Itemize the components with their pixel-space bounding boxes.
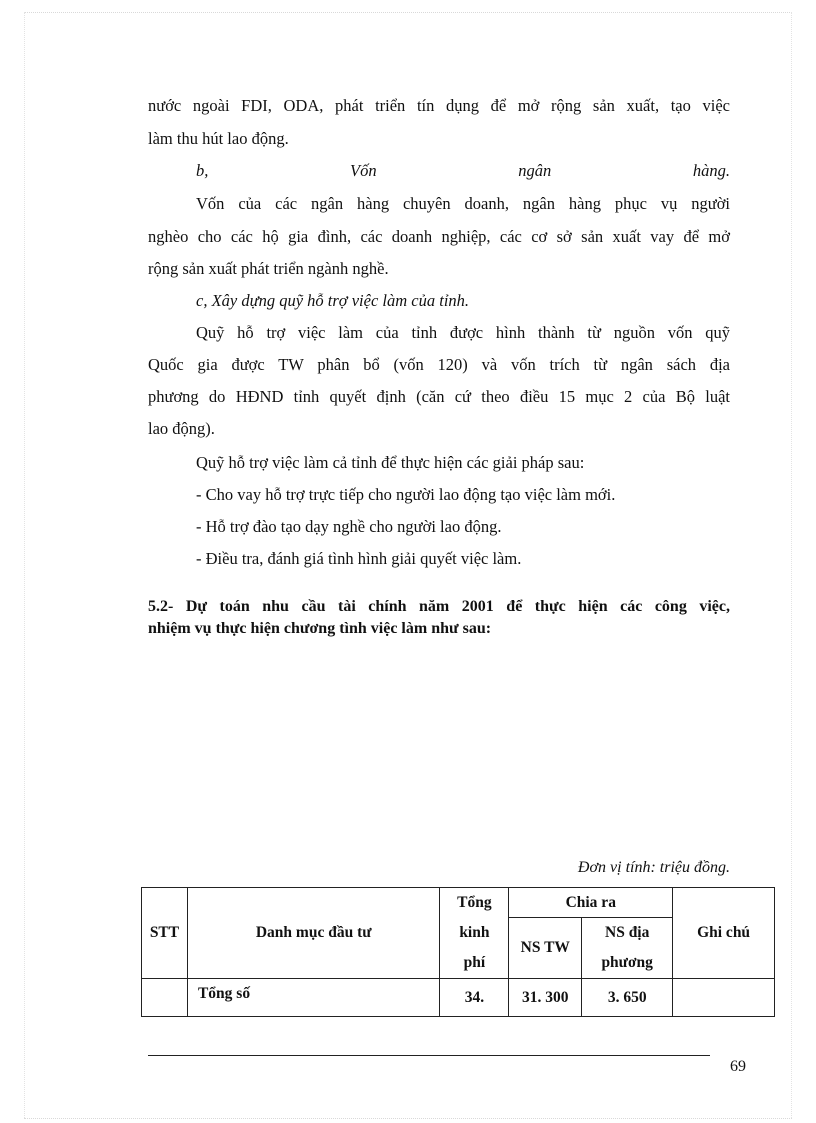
header-stt: STT	[142, 888, 188, 979]
bullet-2: - Hỗ trợ đào tạo dạy nghề cho người lao động.	[196, 517, 502, 536]
page-border-right	[791, 12, 792, 1118]
header-total	[440, 888, 509, 979]
subheading-b-word-1: b,	[196, 161, 209, 180]
header-total-line-2: kinh	[459, 924, 490, 941]
bullet-3: - Điều tra, đánh giá tình hình giải quyết việc làm.	[196, 549, 522, 568]
subheading-b-word-4: hàng.	[692, 161, 731, 180]
header-notes: Ghi chú	[673, 888, 775, 979]
bullet-1: - Cho vay hỗ trợ trực tiếp cho người lao động tạo việc làm mới.	[196, 485, 616, 504]
header-total-line-3: phí	[463, 954, 486, 971]
header-ns-tw: NS TW	[509, 918, 582, 979]
table-row	[142, 979, 775, 1017]
page-border-left	[24, 12, 25, 1118]
body-line-1: nước ngoài FDI, ODA, phát triển tín dụng để mở rộng sản xuất, tạo việc	[148, 96, 730, 115]
cell-notes	[673, 979, 775, 1017]
section-heading-line-1: 5.2- Dự toán nhu cầu tài chính năm 2001 để thực hiện các công việc,	[148, 598, 730, 615]
page-number: 69	[730, 1058, 746, 1075]
body-line-9: lao động).	[148, 419, 215, 438]
body-line-5: rộng sản xuất phát triển ngành nghề.	[148, 259, 389, 278]
cell-ns-tw: 31. 300	[509, 979, 582, 1017]
body-line-4: nghèo cho các hộ gia đình, các doanh nghiệp, các cơ sở sản xuất vay để mở	[148, 227, 730, 246]
page-border-bottom	[24, 1118, 792, 1119]
body-line-6: Quỹ hỗ trợ việc làm của tỉnh được hình thành từ nguồn vốn quỹ	[196, 323, 730, 342]
subheading-b-word-2: Vốn	[350, 161, 377, 180]
header-category: Danh mục đầu tư	[187, 888, 440, 979]
body-line-7: Quốc gia được TW phân bổ (vốn 120) và vốn trích từ ngân sách địa	[148, 355, 730, 374]
cell-category: Tổng số	[187, 979, 440, 1017]
body-line-2: làm thu hút lao động.	[148, 129, 289, 148]
cell-stt	[142, 979, 188, 1017]
subheading-c: c, Xây dựng quỹ hỗ trợ việc làm của tỉnh.	[196, 291, 470, 310]
body-line-10: Quỹ hỗ trợ việc làm cả tỉnh để thực hiện các giải pháp sau:	[196, 453, 585, 472]
section-heading-line-2: nhiệm vụ thực hiện chương tình việc làm như sau:	[148, 620, 492, 637]
unit-note: Đơn vị tính: triệu đồng.	[577, 859, 730, 876]
cell-total: 34.	[440, 979, 509, 1017]
cell-ns-local: 3. 650	[582, 979, 673, 1017]
body-line-3: Vốn của các ngân hàng chuyên doanh, ngân hàng phục vụ người	[196, 194, 730, 213]
subheading-b	[196, 160, 730, 182]
subheading-b-word-3: ngân	[518, 161, 552, 180]
body-line-8: phương do HĐND tỉnh quyết định (căn cứ theo điều 15 mục 2 của Bộ luật	[148, 387, 730, 406]
header-ns-local	[582, 918, 673, 979]
header-total-line-1: Tổng	[457, 894, 492, 911]
footer-rule	[148, 1055, 710, 1056]
header-ns-local-line-2: phương	[601, 954, 653, 971]
budget-table	[141, 887, 775, 1017]
header-ns-local-line-1: NS địa	[605, 924, 650, 941]
header-split: Chia ra	[509, 888, 673, 918]
page-border-top	[24, 12, 792, 13]
